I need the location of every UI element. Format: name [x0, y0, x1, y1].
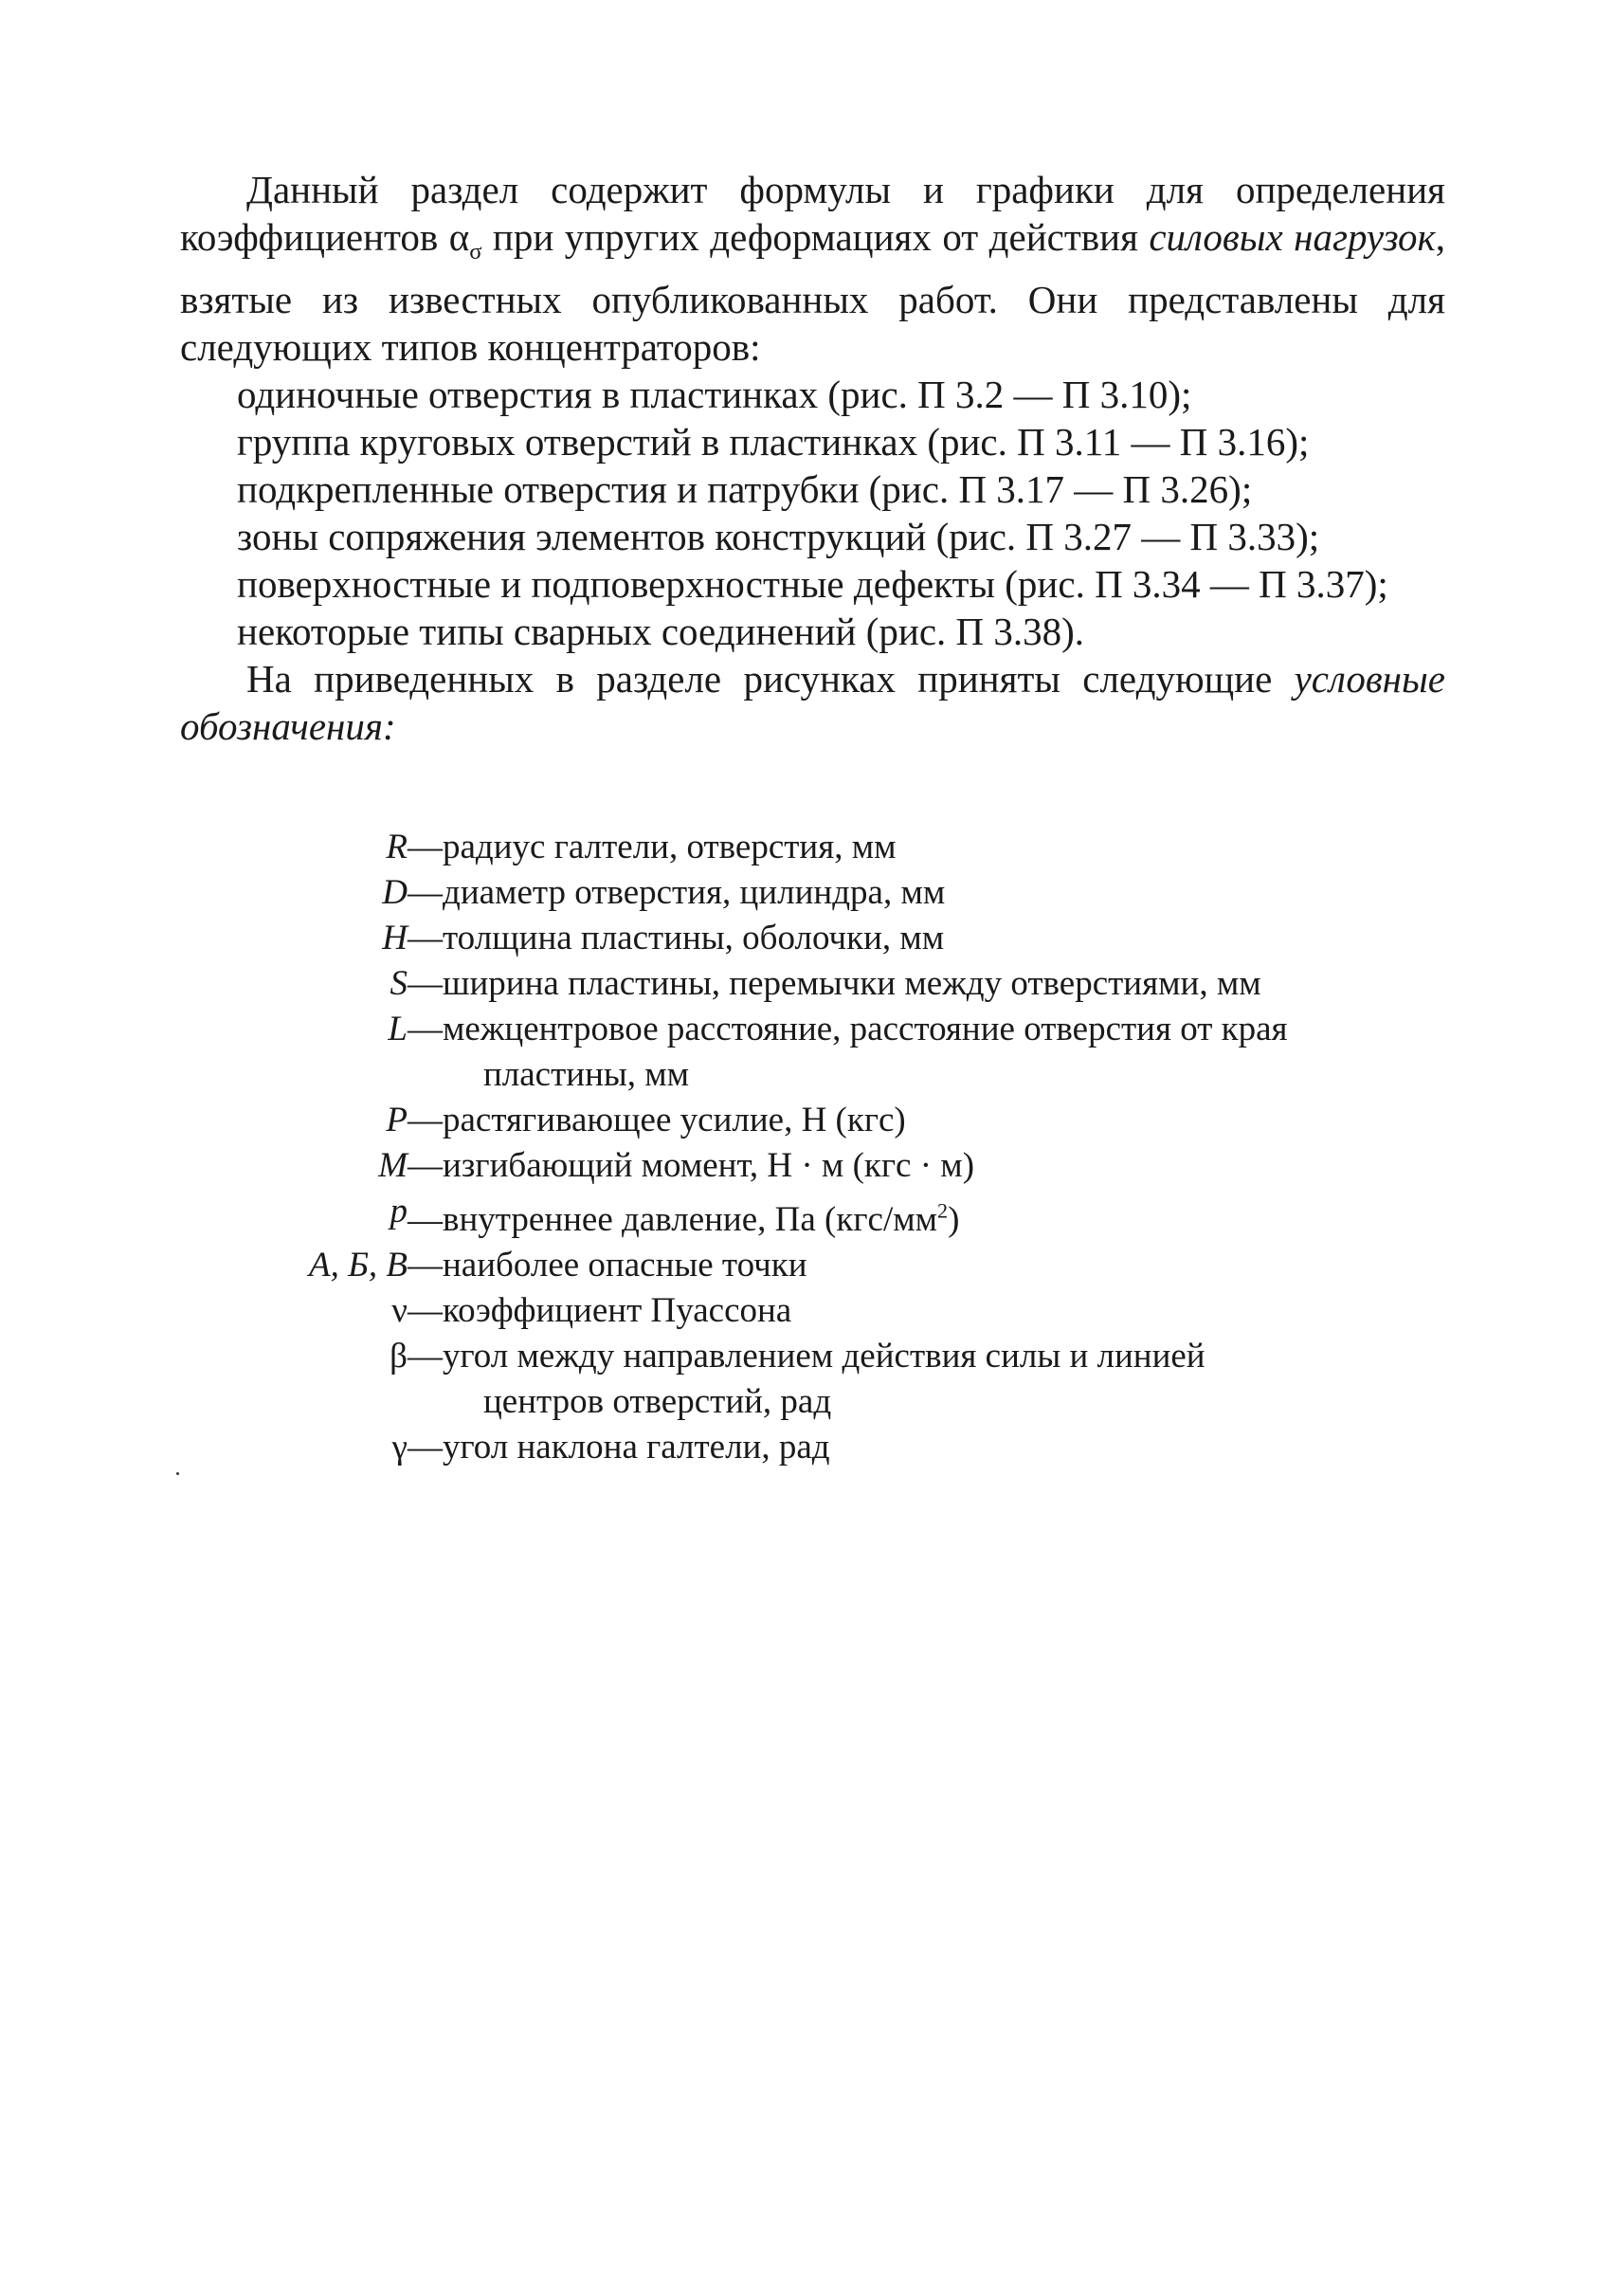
definition-item: R —радиус галтели, отверстия, мм: [180, 825, 1445, 870]
definition-item: M —изгибающий момент, Н · м (кгс · м): [180, 1143, 1445, 1189]
definition-item: L —межцентровое расстояние, расстояние отверстия от края пластины, мм: [180, 1007, 1445, 1098]
definition-symbol: ν: [391, 1291, 408, 1331]
definition-item: H —толщина пластины, оболочки, мм: [180, 916, 1445, 961]
definition-text: угол между направлением действия силы и линией: [443, 1337, 1205, 1376]
notation-intro: На приведенных в разделе рисунках приняты следующие условные обозначения:: [180, 657, 1445, 749]
list-item: подкрепленные отверстия и патрубки (рис. П 3.17 — П 3.26);: [237, 467, 1253, 512]
definitions-list: [180, 825, 1445, 1470]
definition-symbol: M: [378, 1146, 408, 1185]
definition-item: p —внутреннее давление, Па $(кгс/мм^2)$: [180, 1189, 1445, 1243]
list-item: поверхностные и подповерхностные дефекты (рис. П 3.34 — П 3.37);: [237, 562, 1388, 607]
definition-item: S —ширина пластины, перемычки между отверстиями, мм: [180, 961, 1445, 1007]
definition-text-continued: центров отверстий, рад: [483, 1382, 832, 1422]
list-item: зоны сопряжения элементов конструкций (рис. П 3.27 — П 3.33);: [237, 515, 1320, 559]
definition-symbol: R: [386, 828, 408, 866]
intro-paragraph: Данный раздел содержит формулы и графики для определения коэффициентов $\alpha_\sigma$ при упругих деформациях от действия силовых нагрузок, взятые из известных опубликованных работ. Они представлены для следующих типов концентраторов:: [180, 168, 1445, 370]
definition-symbol: D: [382, 873, 408, 912]
intro-section: [180, 166, 1445, 750]
definition-symbol: β: [390, 1337, 408, 1376]
definition-text: толщина пластины, оболочки, мм: [443, 919, 945, 957]
definition-text: ширина пластины, перемычки между отверстиями, мм: [443, 964, 1261, 1003]
definition-text: внутреннее давление, Па $(кгс/мм^2)$: [443, 1199, 960, 1240]
definition-text-continued: пластины, мм: [483, 1055, 690, 1094]
definition-symbol: А, Б, В: [308, 1246, 408, 1285]
scan-speck: [176, 1472, 179, 1475]
list-item: группа круговых отверстий в пластинках (рис. П 3.11 — П 3.16);: [237, 420, 1310, 465]
definition-item: γ —угол наклона галтели, рад: [180, 1425, 1445, 1470]
definition-item: А, Б, В —наиболее опасные точки: [180, 1243, 1445, 1288]
definition-symbol: L: [388, 1010, 408, 1048]
definition-text: радиус галтели, отверстия, мм: [443, 828, 897, 866]
definition-symbol: p: [390, 1192, 408, 1230]
definition-text: растягивающее усилие, Н (кгс): [443, 1101, 906, 1139]
definition-text: диаметр отверстия, цилиндра, мм: [443, 873, 946, 912]
definition-symbol: S: [390, 964, 408, 1003]
definition-text: угол наклона галтели, рад: [443, 1428, 830, 1467]
definition-symbol: γ: [391, 1428, 408, 1467]
definition-text: наиболее опасные точки: [443, 1246, 807, 1285]
list-item: одиночные отверстия в пластинках (рис. П 3.2 — П 3.10);: [237, 373, 1192, 417]
definition-item: P —растягивающее усилие, Н (кгс): [180, 1098, 1445, 1143]
list-item: некоторые типы сварных соединений (рис. П 3.38).: [237, 610, 1085, 654]
definition-text: изгибающий момент, Н · м (кгс · м): [443, 1146, 975, 1185]
definition-symbol: P: [386, 1101, 408, 1139]
definition-item: β —угол между направлением действия силы и линией центров отверстий, рад: [180, 1334, 1445, 1425]
definition-item: ν —коэффициент Пуассона: [180, 1288, 1445, 1334]
definition-text: межцентровое расстояние, расстояние отверстия от края: [443, 1010, 1288, 1048]
alpha-symbol: $\alpha_\sigma$: [448, 215, 482, 265]
definition-symbol: H: [382, 919, 408, 957]
definition-item: D —диаметр отверстия, цилиндра, мм: [180, 870, 1445, 916]
definition-text: коэффициент Пуассона: [443, 1291, 792, 1331]
